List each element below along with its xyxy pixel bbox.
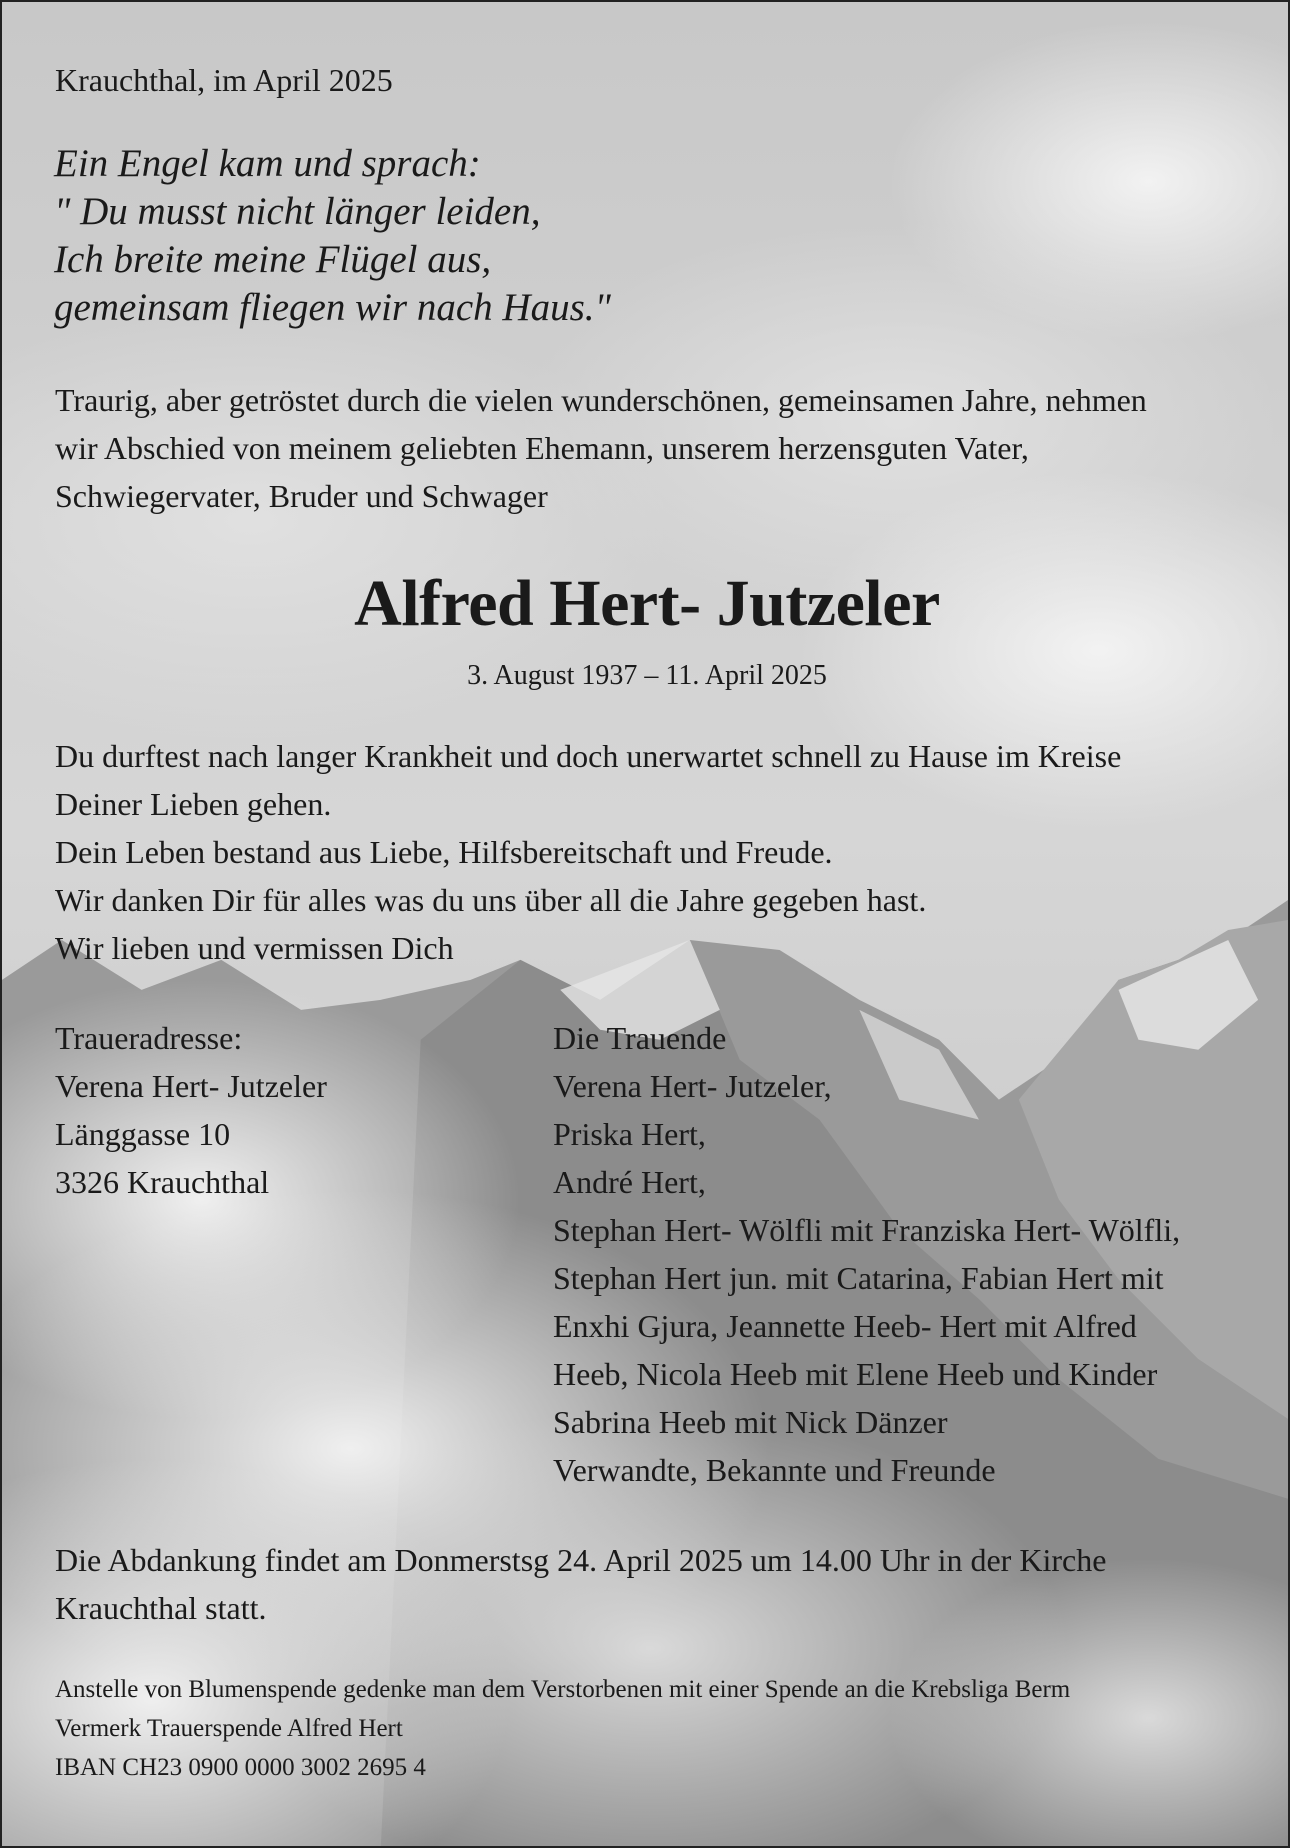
donation-info: Anstelle von Blumenspende gedenke man dem Verstorbenen mit einer Spende an die Krebsliga Berm Vermerk Trauerspende Alfred Hert IBAN CH23 0900 0000 3002 2695 4 (55, 1676, 1071, 1781)
intro-paragraph: Traurig, aber getröstet durch die vielen wunderschönen, gemeinsamen Jahre, nehmen wir Abschied von meinem geliebten Ehemann, unserem herzensguten Vater, Schwiegervater, Bruder und Schwager (55, 382, 1147, 514)
mourning-address: Traueradresse: Verena Hert- Jutzeler Länggasse 10 3326 Krauchthal (55, 1020, 327, 1200)
funeral-service-info: Die Abdankung findet am Donmerstsg 24. April 2025 um 14.00 Uhr in der Kirche Krauchthal statt. (55, 1542, 1107, 1626)
farewell-message: Du durftest nach langer Krankheit und doch unerwartet schnell zu Hause im Kreise Deiner Lieben gehen. Dein Leben bestand aus Liebe, Hilfsbereitschaft und Freude. Wir danken Dir für alles was du uns über all die Jahre gegeben hast. Wir lieben und vermissen Dich (55, 738, 1122, 966)
obituary-content (2, 2, 1288, 1846)
poem-verse: Ein Engel kam und sprach: " Du musst nicht länger leiden, Ich breite meine Flügel aus, gemeinsam fliegen wir nach Haus." (54, 142, 611, 329)
deceased-name: Alfred Hert- Jutzeler (354, 567, 940, 640)
life-dates: 3. August 1937 – 11. April 2025 (467, 660, 827, 691)
place-date-line: Krauchthal, im April 2025 (55, 62, 393, 98)
mourners-list: Die Trauende Verena Hert- Jutzeler, Priska Hert, André Hert, Stephan Hert- Wölfli mit Franziska Hert- Wölfli, Stephan Hert jun. mit Catarina, Fabian Hert mit Enxhi Gjura, Jeannette Heeb- Hert mit Alfred Heeb, Nicola Heeb mit Elene Heeb und Kinder Sabrina Heeb mit Nick Dänzer Verwandte, Bekannte und Freunde (553, 1020, 1181, 1488)
